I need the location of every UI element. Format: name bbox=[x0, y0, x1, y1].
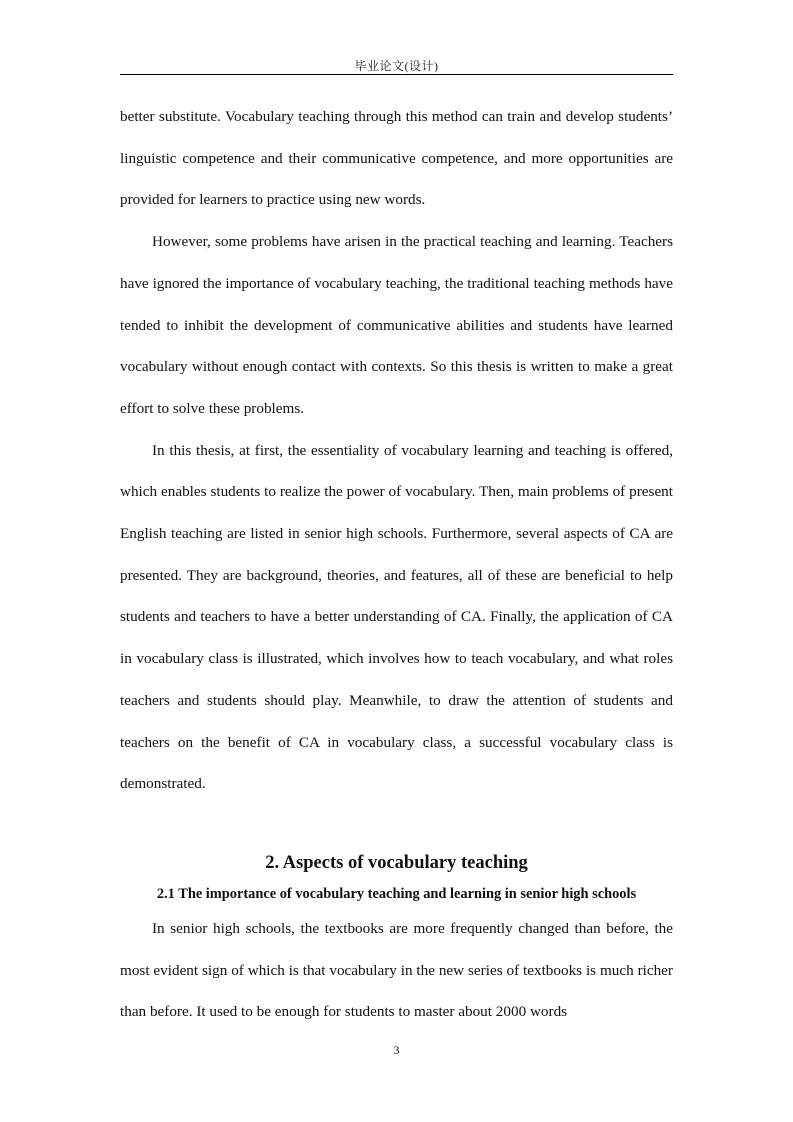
header-rule bbox=[120, 74, 673, 75]
section-body bbox=[120, 908, 673, 1033]
intro-body bbox=[120, 96, 673, 805]
paragraph: In senior high schools, the textbooks are more frequently changed than before, the most evident sign of which is that vocabulary in the new series of textbooks is much richer than before. It used to be enough for students to master about 2000 words bbox=[120, 920, 673, 1020]
subsection-title: 2.1 The importance of vocabulary teaching and learning in senior high schools bbox=[156, 886, 637, 902]
page-number: 3 bbox=[393, 1043, 400, 1057]
section-title: 2. Aspects of vocabulary teaching bbox=[265, 853, 528, 873]
page-header: 毕业论文(设计) bbox=[354, 59, 439, 73]
paragraph: better substitute. Vocabulary teaching through this method can train and develop students’ linguistic competence and their communicative competence, and more opportunities are provided for learners to practice using new words. bbox=[120, 108, 673, 209]
paragraph: However, some problems have arisen in the practical teaching and learning. Teachers have ignored the importance of vocabulary teaching, the traditional teaching methods have tended to inhibit the development of communicative abilities and students have learned vocabulary without enough contact with contexts. So this thesis is written to make a great effort to solve these problems. bbox=[120, 233, 673, 417]
paragraph: In this thesis, at first, the essentiality of vocabulary learning and teaching is offered, which enables students to realize the power of vocabulary. Then, main problems of present English teaching are listed in senior high schools. Furthermore, several aspects of CA are presented. They are background, theories, and features, all of these are beneficial to help students and teachers to have a better understanding of CA. Finally, the application of CA in vocabulary class is illustrated, which involves how to teach vocabulary, and what roles teachers and students should play. Meanwhile, to draw the attention of students and teachers on the benefit of CA in vocabulary class, a successful vocabulary class is demonstrated. bbox=[120, 441, 673, 793]
